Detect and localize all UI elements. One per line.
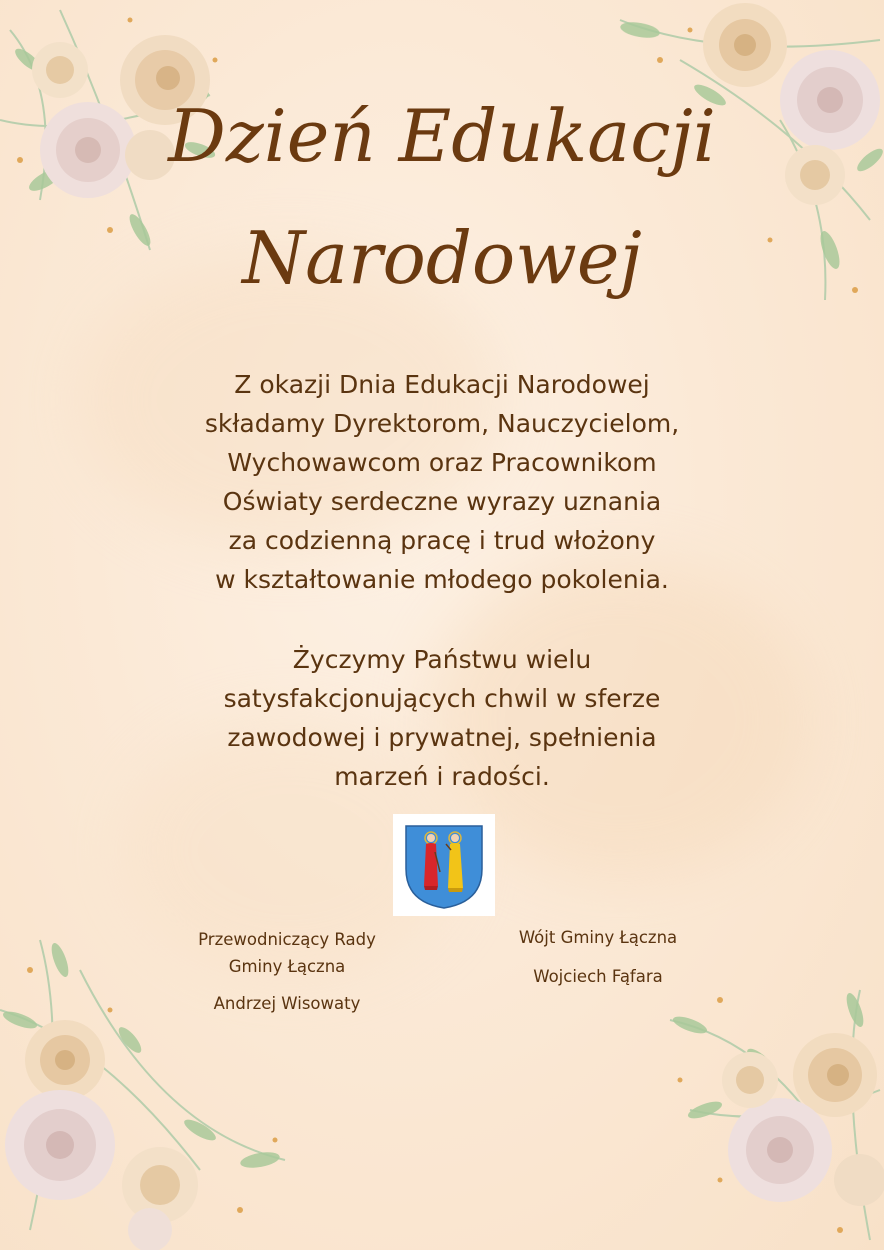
signature-right (498, 928, 698, 987)
wishes-paragraph (0, 640, 884, 796)
paragraph-line: Życzymy Państwu wielu (292, 645, 592, 674)
signature-title-line: Wójt Gminy Łączna (518, 928, 678, 947)
signature-title-line: Gminy Łączna (228, 957, 346, 976)
page-title-line-1: Dzień Edukacji (168, 94, 716, 178)
rose-bouquet-icon (660, 980, 884, 1250)
paragraph-line: zawodowej i prywatnej, spełnienia (227, 723, 657, 752)
signature-name: Andrzej Wisowaty (213, 994, 361, 1013)
paragraph-line: w kształtowanie młodego pokolenia. (215, 565, 669, 594)
paragraph-line: Oświaty serdeczne wyrazy uznania (222, 487, 662, 516)
signature-left (187, 930, 387, 1014)
page-title-line-2: Narodowej (242, 216, 642, 300)
paragraph-line: Z okazji Dnia Edukacji Narodowej (234, 370, 650, 399)
paragraph-line: składamy Dyrektorom, Nauczycielom, (204, 409, 680, 438)
paragraph-line: satysfakcjonujących chwil w sferze (223, 684, 661, 713)
signature-name: Wojciech Fąfara (533, 967, 663, 986)
paragraph-line: za codzienną pracę i trud włożony (228, 526, 656, 555)
paragraph-line: Wychowawcom oraz Pracownikom (227, 448, 657, 477)
greeting-paragraph (0, 365, 884, 599)
paragraph-line: marzeń i radości. (334, 762, 550, 791)
coat-of-arms-icon (393, 814, 495, 916)
signature-title-line: Przewodniczący Rady (198, 930, 376, 949)
